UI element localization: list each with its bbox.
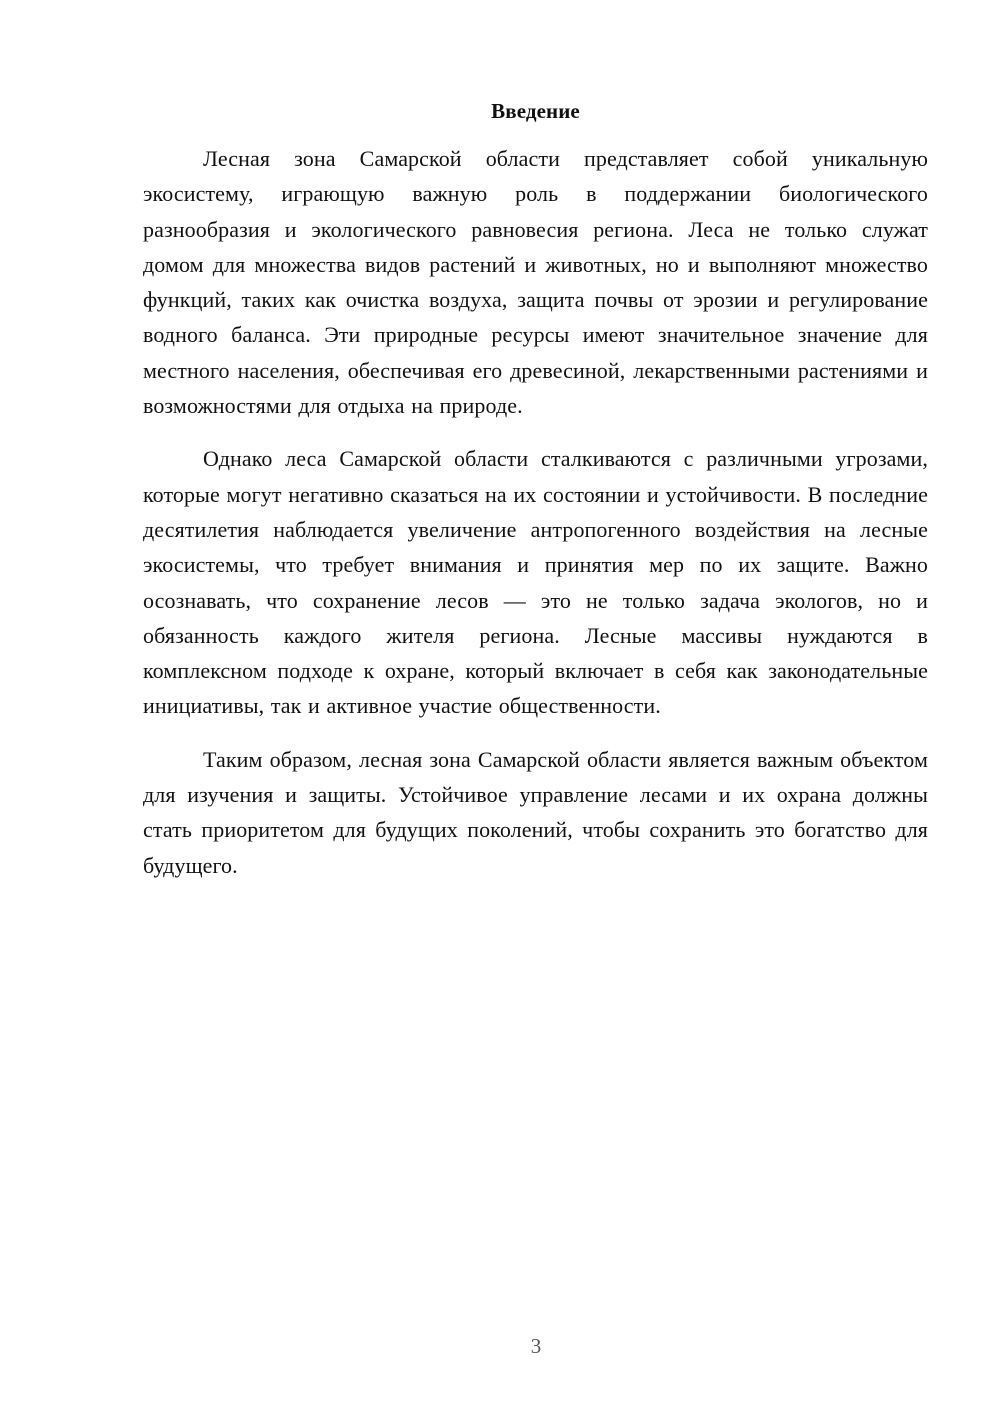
page-number: 3 (530, 1334, 542, 1358)
section-title: Введение (491, 99, 580, 123)
paragraph-intro: Лесная зона Самарской области представляет собой уникальную экосистему, играющую важную роль в поддержании биологического разнообразия и экологического равновесия региона. Леса не только служат домом для множества видов растений и животных, но и выполняют множество функций, таких как очистка воздуха, защита почвы от эрозии и регулирование водного баланса. Эти природные ресурсы имеют значительное значение для местного населения, обеспечивая его древесиной, лекарственными растениями и возможностями для отдыха на природе. (143, 146, 928, 419)
paragraph-threats: Однако леса Самарской области сталкиваются с различными угрозами, которые могут негативно сказаться на их состоянии и устойчивости. В последние десятилетия наблюдается увеличение антропогенного воздействия на лесные экосистемы, что требует внимания и принятия мер по их защите. Важно осознавать, что сохранение лесов — это не только задача экологов, но и обязанность каждого жителя региона. Лесные массивы нуждаются в комплексном подходе к охране, который включает в себя как законодательные инициативы, так и активное участие общественности. (143, 446, 928, 719)
page-content (143, 96, 928, 901)
paragraph-conclusion: Таким образом, лесная зона Самарской области является важным объектом для изучения и защиты. Устойчивое управление лесами и их охрана должны стать приоритетом для будущих поколений, чтобы сохранить это богатство для будущего. (143, 746, 928, 878)
